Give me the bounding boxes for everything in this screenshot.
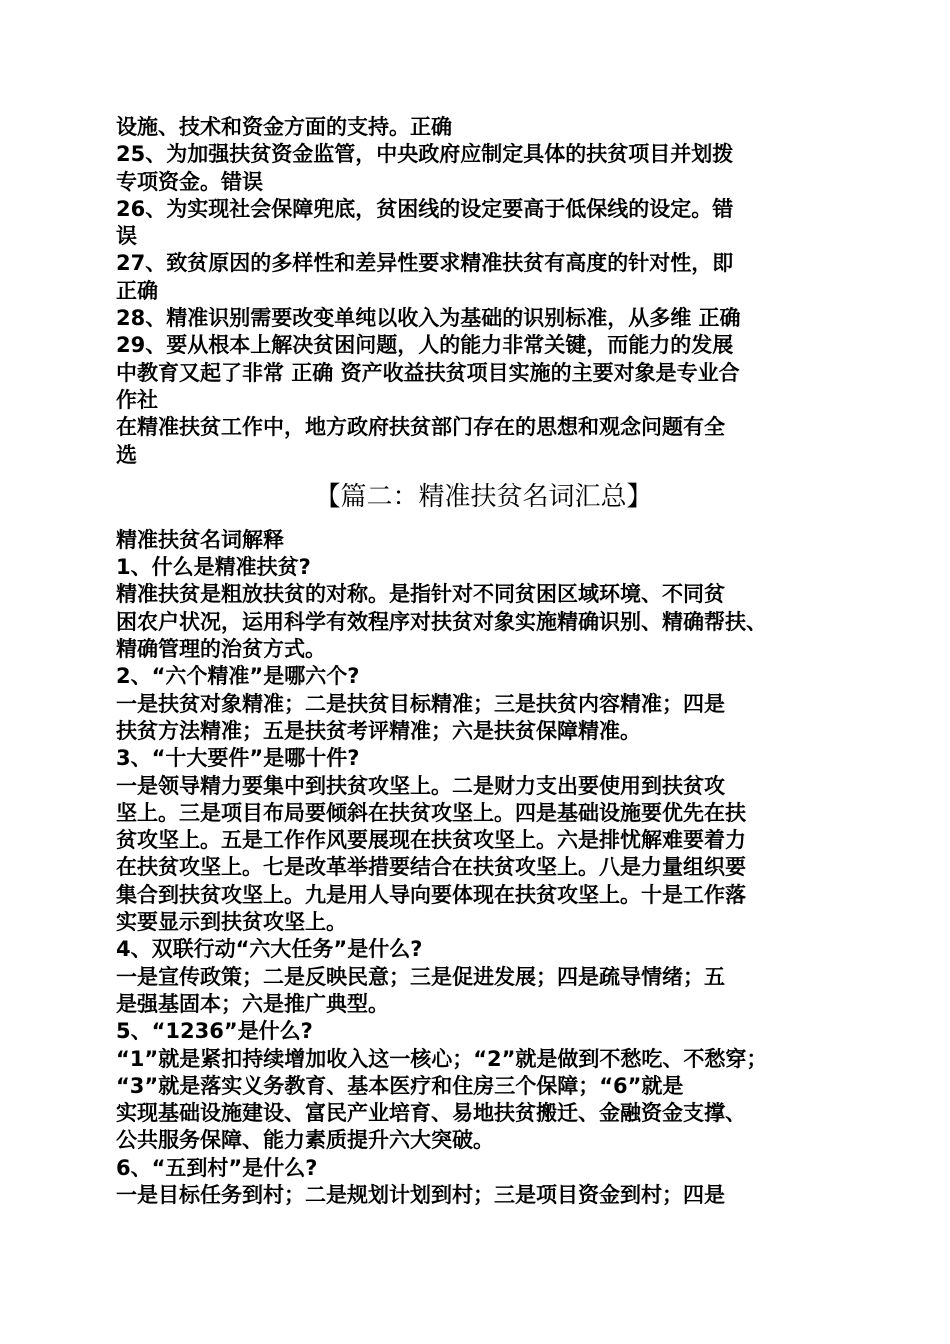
text-line: 贫攻坚上。五是工作作风要展现在扶贫攻坚上。六是排忧解难要着力 bbox=[116, 828, 746, 853]
text-line: 专项资金。错误 bbox=[116, 169, 263, 194]
text-line: 26、为实现社会保障兜底，贫困线的设定要高于低保线的设定。错 bbox=[116, 196, 734, 221]
text-line: 一是扶贫对象精准；二是扶贫目标精准；三是扶贫内容精准；四是 bbox=[116, 691, 725, 716]
text-line: 29、要从根本上解决贫困问题，人的能力非常关键，而能力的发展 bbox=[116, 333, 734, 358]
text-line: 27、致贫原因的多样性和差异性要求精准扶贫有高度的针对性，即 bbox=[116, 251, 734, 276]
text-line: 作社 bbox=[116, 387, 158, 412]
section-heading: 【篇二：精准扶贫名词汇总】 bbox=[314, 481, 653, 512]
text-line: 6、“五到村”是什么? bbox=[116, 1155, 318, 1180]
text-line: 在精准扶贫工作中，地方政府扶贫部门存在的思想和观念问题有全 bbox=[116, 415, 725, 440]
text-line: 5、“1236”是什么? bbox=[116, 1019, 313, 1044]
top-text-block bbox=[116, 114, 851, 469]
text-line: 精准扶贫名词解释 bbox=[116, 527, 284, 552]
text-line: 是强基固本；六是推广典型。 bbox=[116, 991, 389, 1016]
text-line: 在扶贫攻坚上。七是改革举措要结合在扶贫攻坚上。八是力量组织要 bbox=[116, 855, 746, 880]
text-line: 一是宣传政策；二是反映民意；三是促进发展；四是疏导情绪；五 bbox=[116, 964, 725, 989]
text-line: 28、精准识别需要改变单纯以收入为基础的识别标准，从多维 正确 bbox=[116, 306, 741, 331]
text-line: 1、什么是精准扶贫? bbox=[116, 555, 311, 580]
text-line: 精确管理的治贫方式。 bbox=[116, 637, 326, 662]
text-line: 集合到扶贫攻坚上。九是用人导向要体现在扶贫攻坚上。十是工作落 bbox=[116, 882, 746, 907]
text-line: 4、双联行动“六大任务”是什么? bbox=[116, 937, 423, 962]
text-line: 中教育又起了非常 正确 资产收益扶贫项目实施的主要对象是专业合 bbox=[116, 360, 740, 385]
document-page bbox=[116, 114, 851, 1209]
body-text-block bbox=[116, 527, 851, 1209]
text-line: 困农户状况，运用科学有效程序对扶贫对象实施精确识别、精确帮扶、 bbox=[116, 609, 767, 634]
text-line: 公共服务保障、能力素质提升六大突破。 bbox=[116, 1128, 494, 1153]
text-line: 选 bbox=[116, 442, 137, 467]
text-line: 一是目标任务到村；二是规划计划到村；三是项目资金到村；四是 bbox=[116, 1182, 725, 1207]
text-line: “1”就是紧扣持续增加收入这一核心；“2”就是做到不愁吃、不愁穿； bbox=[116, 1046, 768, 1071]
text-line: 25、为加强扶贫资金监管，中央政府应制定具体的扶贫项目并划拨 bbox=[116, 142, 734, 167]
text-line: 扶贫方法精准；五是扶贫考评精准；六是扶贫保障精准。 bbox=[116, 718, 641, 743]
text-line: 正确 bbox=[116, 278, 158, 303]
text-line: 坚上。三是项目布局要倾斜在扶贫攻坚上。四是基础设施要优先在扶 bbox=[116, 800, 746, 825]
text-line: 一是领导精力要集中到扶贫攻坚上。二是财力支出要使用到扶贫攻 bbox=[116, 773, 725, 798]
text-line: 精准扶贫是粗放扶贫的对称。是指针对不同贫困区域环境、不同贫 bbox=[116, 582, 725, 607]
text-line: 误 bbox=[116, 224, 137, 249]
text-line: 设施、技术和资金方面的支持。正确 bbox=[116, 115, 452, 139]
text-line: 3、“十大要件”是哪十件? bbox=[116, 746, 360, 771]
text-line: 实要显示到扶贫攻坚上。 bbox=[116, 910, 347, 935]
text-line: 2、“六个精准”是哪六个? bbox=[116, 664, 360, 689]
text-line: “3”就是落实义务教育、基本医疗和住房三个保障；“6”就是 bbox=[116, 1073, 684, 1098]
text-line: 实现基础设施建设、富民产业培育、易地扶贫搬迁、金融资金支撑、 bbox=[116, 1101, 746, 1126]
